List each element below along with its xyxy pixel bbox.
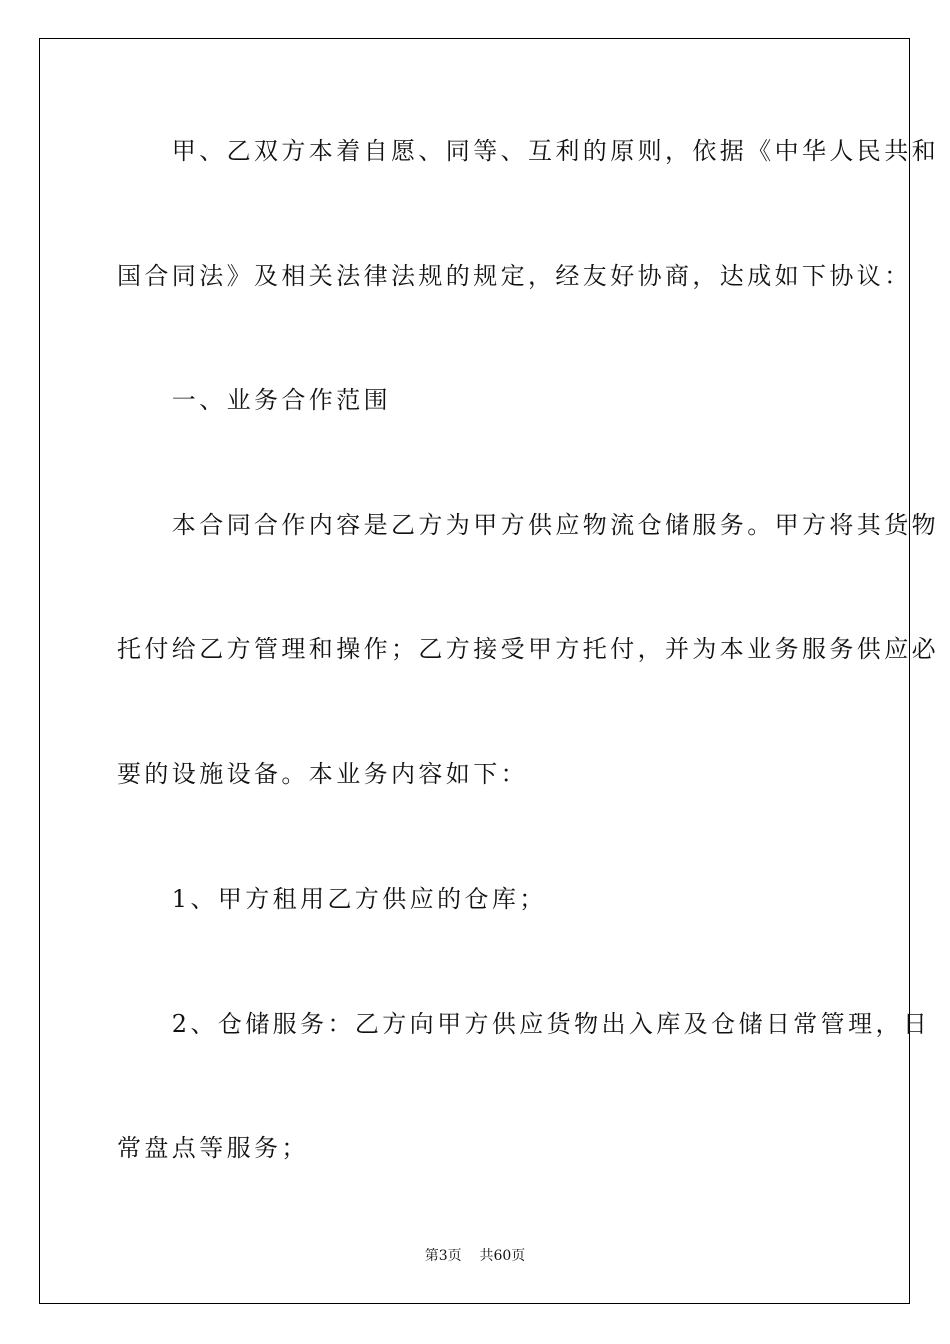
paragraph-line: 甲、乙双方本着自愿、同等、互利的原则，依据《中华人民共和 xyxy=(117,137,939,165)
page-total: 共60页 xyxy=(479,1248,526,1264)
list-item: 1、甲方租用乙方供应的仓库； xyxy=(117,885,547,913)
paragraph-line: 托付给乙方管理和操作；乙方接受甲方托付，并为本业务服务供应必 xyxy=(117,635,939,663)
page-border xyxy=(39,38,939,1304)
paragraph-line: 要的设施设备。本业务内容如下： xyxy=(117,760,528,788)
page-footer xyxy=(0,1247,950,1265)
section-heading: 一、业务合作范围 xyxy=(117,386,391,414)
paragraph-line: 本合同合作内容是乙方为甲方供应物流仓储服务。甲方将其货物 xyxy=(117,511,939,539)
paragraph-line: 常盘点等服务； xyxy=(117,1134,309,1162)
paragraph-line: 国合同法》及相关法律法规的规定，经友好协商，达成如下协议： xyxy=(117,262,912,290)
list-item: 2、仓储服务：乙方向甲方供应货物出入库及仓储日常管理，日 xyxy=(117,1010,931,1038)
page-number: 第3页 xyxy=(424,1248,462,1264)
